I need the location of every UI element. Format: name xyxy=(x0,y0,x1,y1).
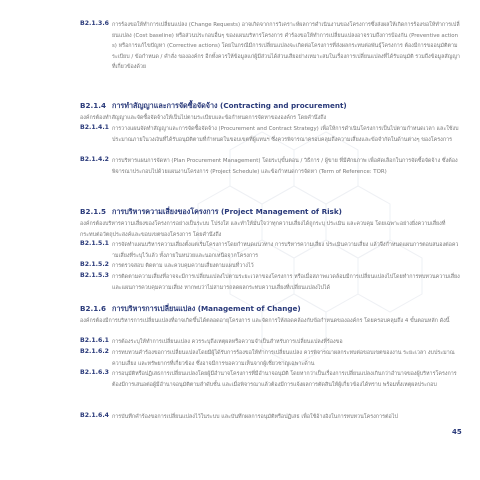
item-number: B2.1.6.1 xyxy=(80,337,109,344)
item-number: B2.1.3.6 xyxy=(80,20,109,27)
item-text: การติดตามความเสี่ยงที่อาจจะมีการเปลี่ยนแปลงไปตามระยะเวลาของโครงการ หรือเมื่อสภาพแวดล้อมมีการเปลี่ยนแปลงไปโดยทำการทบทวนความเสี่ยงและแผนการควบคุมความเสี่ยง หากพบว่าไม่สามารถลดผลกระทบความเสี่ยงที่เปลี่ยนแปลงไปได้ xyxy=(112,274,460,291)
item-b2-1-5-1 xyxy=(80,240,460,261)
section-heading-b2-1-6 xyxy=(80,304,460,315)
item-text: การบันทึกคำร้องขอการเปลี่ยนแปลงไว้ในระบบ และบันทึกผลการอนุมัติหรือปฏิเสธ เพื่อใช้อ้างอิงในการทบทวนโครงการต่อไป xyxy=(112,414,398,420)
item-b2-1-5-3 xyxy=(80,272,460,293)
page-number: 45 xyxy=(452,428,462,436)
section-title: การบริหารความเสี่ยงของโครงการ (Project Management of Risk) xyxy=(112,207,342,216)
item-b2-1-5-2 xyxy=(80,261,460,272)
item-b2-1-6-3 xyxy=(80,369,460,390)
item-number: B2.1.4.2 xyxy=(80,156,109,163)
item-number: B2.1.5.3 xyxy=(80,272,109,279)
item-text: การทบทวนคำร้องขอการเปลี่ยนแปลงโดยมีผู้ได้รับการร้องขอให้ทำการเปลี่ยนแปลง ควรพิจารณาผลกระทบต่อขอบเขตของงาน ระยะเวลา งบประมาณ ความเสี่ยง และทรัพยากรที่เกี่ยวข้อง ซึ่งอาจมีการขอความเห็นจากผู้เชี่ยวชาญเฉพาะด้าน xyxy=(112,350,455,367)
section-number: B2.1.5 xyxy=(80,207,106,216)
item-number: B2.1.4.1 xyxy=(80,124,109,131)
section-heading-b2-1-4 xyxy=(80,101,460,112)
item-b2-1-4-1 xyxy=(80,124,460,145)
item-number: B2.1.6.2 xyxy=(80,348,109,355)
item-number: B2.1.6.4 xyxy=(80,412,109,419)
item-text: การบริหารแผนการจัดหา (Plan Procurement Management) โดยระบุขั้นตอน / วิธีการ / ผู้ขาย ที่มีศักยภาพ เพื่อคัดเลือกในการจัดซื้อจัดจ้าง ซึ่งต้องพิจารณาประกอบไปด้วยแผนงานโครงการ (Project Schedule) และข้อกำหนดการจัดหา (Term of Reference: TOR) xyxy=(112,158,458,175)
item-b2-1-6-2 xyxy=(80,348,460,369)
item-number: B2.1.6.3 xyxy=(80,369,109,376)
section-intro: องค์กรต้องทำสัญญาและจัดซื้อจัดจ้างให้เป็นไปตามระเบียบและข้อกำหนดการจัดหาขององค์กร โดยคำนึงถึง xyxy=(80,115,327,121)
item-b2-1-6-1 xyxy=(80,337,460,348)
item-b2-1-6-4 xyxy=(80,412,460,423)
section-title: การบริหารการเปลี่ยนแปลง (Management of Change) xyxy=(112,304,301,313)
section-intro: องค์กรต้องบริหารความเสี่ยงของโครงการอย่างเป็นระบบ โปร่งใส และทำให้มั่นใจว่าทุกความเสี่ยงได้ถูกระบุ ประเมิน และควบคุม โดยเฉพาะอย่างยิ่งความเสี่ยงที่กระทบต่อวัตถุประสงค์และขอบเขตของโครงการ โดยคำนึงถึง xyxy=(80,221,446,238)
item-number: B2.1.5.1 xyxy=(80,240,109,247)
item-text: การจัดทำแผนบริหารความเสี่ยงตั้งแต่เริ่มโครงการโดยกำหนดแนวทาง การบริหารความเสี่ยง ประเมินความเสี่ยง แล้วจึงกำหนดแผนการตอบสนองต่อความเสี่ยงที่ระบุไว้แล้ว ทั้งภายในหน่วยและนอกเหนือจากโครงการ xyxy=(112,242,459,259)
item-b2-1-4-2 xyxy=(80,156,460,177)
section-number: B2.1.4 xyxy=(80,101,106,110)
item-text: การต้องระบุให้ทำการเปลี่ยนแปลง ควรระบุถึงเหตุผลหรือความจำเป็นสำหรับการเปลี่ยนแปลงที่ร้องขอ xyxy=(112,339,343,345)
section-number: B2.1.6 xyxy=(80,304,106,313)
item-text: การอนุมัติหรือปฏิเสธการเปลี่ยนแปลงโดยผู้มีอำนาจโครงการที่มีอำนาจอนุมัติ โดยหากว่าเป็นเรื่องการเปลี่ยนแปลงเกินกว่าอำนาจของผู้บริหารโครงการ ต้องมีการเสนอต่อผู้มีอำนาจอนุมัติตามลำดับชั้น และเมื่อพิจารณาแล้วต้องมีการแจ้งผลการตัดสินให้ผู้เกี่ยวข้องได้ทราบ พร้อมทั้งเหตุผลประกอบ xyxy=(112,371,457,388)
item-text: การวางแผนจัดทำสัญญาและการจัดซื้อจัดจ้าง (Procurement and Contract Strategy) เพื่อให้การดำเนินโครงการเป็นไปตามกำหนดเวลา และใช้งบประมาณภายในวงเงินที่ได้รับอนุมัติตามที่กำหนดในขอบเขตที่ผู้แทนฯ ซึ่งควรพิจารณาครอบคลุมถึงความเสี่ยงและข้อจำกัดในด้านต่างๆ ของโครงการ xyxy=(112,126,459,143)
section-title: การทำสัญญาและการจัดซื้อจัดจ้าง (Contracting and procurement) xyxy=(112,101,347,110)
item-text: การตรวจสอบ ติดตาม และควบคุมความเสี่ยงตามแผนที่วางไว้ xyxy=(112,263,254,269)
item-text: การร้องขอให้ทำการเปลี่ยนแปลง (Change Requests) อาจเกิดจากการวิเคราะห์ผลการดำเนินงานของโครงการซึ่งส่งผลให้เกิดการร้องขอให้ทำการเปลี่ยนแปลง (Cost baseline) หรือส่วนประกอบอื่นๆ ของแผนบริหารโครงการ คำร้องขอให้ทำการเปลี่ยนแปลงอาจรวมถึงการป้องกัน (Preventive actions) หรือการแก้ไขปัญหา (Corrective actions) โดยในกรณีมีการเปลี่ยนแปลงจะเกิดต่อโครงการที่ส่งผลกระทบต่อพันธุ์โครงการ ต้องมีการขออนุมัติตาม ระเบียบ / ข้อกำหนด / คำสั่ง ขององค์กร อีกทั้งควรให้ข้อมูลแก่ผู้มีส่วนได้ส่วนเสียอย่างเหมาะสมในเรื่องการเปลี่ยนแปลงที่ได้รับอนุมัติ รวมถึงข้อมูลสัญญาที่เกี่ยวข้องด้วย xyxy=(112,22,460,71)
item-b2-1-3-6 xyxy=(80,20,460,73)
section-intro: องค์กรต้องมีการบริหารการเปลี่ยนแปลงที่อาจเกิดขึ้นได้ตลอดอายุโครงการ และจัดการให้สอดคล้องกับข้อกำหนดขององค์กร โดยครอบคลุมถึง 4 ขั้นตอนหลัก ดังนี้ xyxy=(80,318,450,324)
section-heading-b2-1-5 xyxy=(80,207,460,218)
item-number: B2.1.5.2 xyxy=(80,261,109,268)
